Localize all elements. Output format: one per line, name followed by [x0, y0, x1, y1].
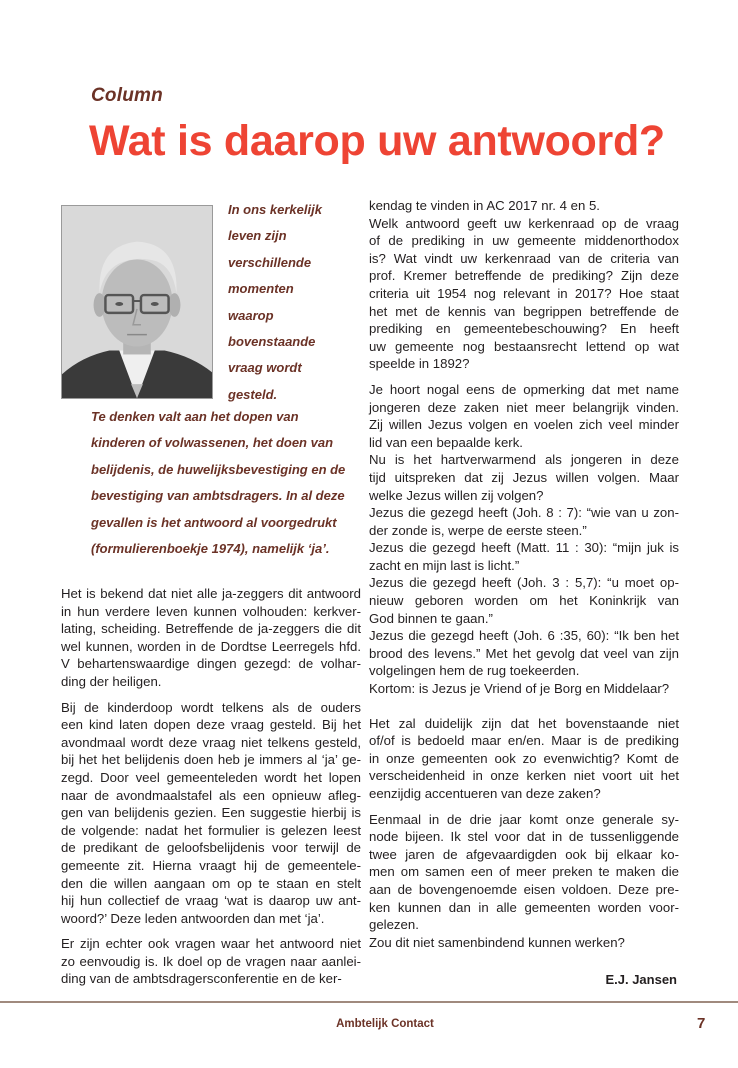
intro-line: gesteld.: [228, 386, 278, 402]
paragraph: [61, 699, 361, 928]
text-line: nieuw geboren worden om het Koninkrijk van: [369, 593, 679, 609]
text-line: het met de kennis van begrippen betreffende de: [369, 303, 679, 319]
text-line: speelde in 1892?: [369, 356, 470, 372]
intro-line: bevestiging van ambtsdragers. In al deze: [91, 488, 345, 504]
intro-line: vraag wordt: [228, 360, 302, 376]
text-line: Zou dit niet samenbindend kunnen werken?: [369, 934, 625, 950]
text-line: prediking en gemeentebeschouwing? En heeft: [369, 321, 679, 337]
text-line: naar de avondmaalstafel als een opnieuw afleg-: [61, 787, 361, 803]
text-line: of de prediking in uw gemeente middenorthodox: [369, 233, 679, 249]
intro-line: leven zijn: [228, 228, 287, 244]
column-kicker: Column: [91, 85, 163, 106]
intro-full-text: [91, 404, 361, 562]
text-line: ken kunnen dan in alle gemeenten worden voor-: [369, 899, 679, 915]
text-line: hij hun collectief de vraag ‘wat is daarop uw ant-: [61, 893, 361, 909]
text-line: V behartenswaardige dingen gezegd: de volhar-: [61, 656, 361, 672]
text-line: gemeente zit. Hierna vraagt hij de gemeentele-: [61, 857, 361, 873]
text-line: bij het het belijdenis doen heb je immers al ‘ja’ ge-: [61, 752, 361, 768]
text-line: volgelingen hem de rug toekeerden.: [369, 663, 580, 679]
text-line: Jezus die gezegd heeft (Matt. 11 : 30): “mijn juk is: [369, 540, 679, 556]
paragraph: [61, 585, 361, 691]
text-line: criteria uit 1954 nog relevant in 2017? Hoe staat: [369, 285, 679, 301]
footer-publication: Ambtelijk Contact: [336, 1018, 434, 1030]
text-line: Eenmaal in de drie jaar komt onze generale sy-: [369, 811, 679, 827]
text-line: Bij de kinderdoop wordt telkens als de ouders: [61, 699, 361, 715]
text-line: Jezus die gezegd heeft (Joh. 8 : 7): “wie van u zon-: [369, 505, 679, 521]
text-line: verscheidenheid in onze kerken niet voort uit het: [369, 768, 679, 784]
text-line: Het zal duidelijk zijn dat het bovenstaande niet: [369, 715, 679, 731]
text-line: der zonde is, werpe de eerste steen.”: [369, 522, 587, 538]
text-line: node bijeen. Ik stel voor dat in de tussenliggende: [369, 829, 679, 845]
portrait-image: [62, 206, 212, 398]
left-column: [61, 585, 361, 988]
text-line: eenzijdig accentueren van deze zaken?: [369, 786, 601, 801]
text-line: Het is bekend dat niet alle ja-zeggers dit antwoord: [61, 586, 361, 601]
text-line: de predikant de geloofsbelijdenis voor terwijl de: [61, 840, 361, 856]
text-line: lid van een bepaalde kerk.: [369, 434, 523, 450]
text-line: twee jaren de afgevaardigden ook bij elkaar ko-: [369, 846, 679, 862]
text-line: Zij willen Jezus volgen en voelen zich veel minder: [369, 417, 679, 433]
text-line: uw gemeente nog bestaansrecht lettend op wat: [369, 338, 679, 354]
text-line: aan de bovengenoemde eisen voldoen. Deze pre-: [369, 881, 679, 897]
intro-line: In ons kerkelijk: [228, 202, 322, 217]
text-line: welke Jezus willen zij volgen?: [369, 487, 544, 503]
intro-line: kinderen of volwassenen, het doen van: [91, 435, 334, 451]
text-line: in onze gemeenten ook zo evenwichtig? Komt de: [369, 750, 679, 766]
intro-line: verschillende: [228, 254, 312, 270]
text-line: avondmaal wordt deze vraag niet telkens gesteld,: [61, 734, 361, 750]
text-line: prof. Kremer betreffende de prediking? Zijn deze: [369, 268, 679, 284]
text-line: kendag te vinden in AC 2017 nr. 4 en 5.: [369, 198, 600, 213]
text-line: gelezen.: [369, 917, 419, 933]
page-number: 7: [697, 1015, 706, 1032]
text-line: woord?’ Deze leden antwoorden dan met ‘ja’.: [61, 910, 325, 926]
author-photo: [61, 205, 213, 399]
text-line: Jezus die gezegd heeft (Joh. 6 :35, 60): “Ik ben het: [369, 628, 679, 644]
text-line: zegd. Door veel gemeenteleden wordt het lopen: [61, 769, 361, 785]
intro-line: gevallen is het antwoord al voorgedrukt: [91, 514, 337, 530]
intro-line: Te denken valt aan het dopen van: [91, 409, 299, 424]
paragraph: [369, 381, 679, 698]
paragraph: [369, 715, 679, 803]
text-line: God binnen te gaan.”: [369, 610, 493, 626]
text-line: de volgende: nadat het formulier is gelezen leest: [61, 822, 361, 838]
text-line: in hun verdere leven kunnen volhouden: kerkver-: [61, 603, 361, 619]
intro-line: belijdenis, de huwelijksbevestiging en de: [91, 461, 346, 477]
text-line: Je hoort nogal eens de opmerking dat met name: [369, 381, 679, 397]
paragraph: [369, 811, 679, 952]
paragraph: [369, 197, 679, 373]
text-line: een kind laten dopen deze vraag gesteld. Bij het: [61, 717, 361, 733]
text-line: wel kunnen, worden in de Dordtse Leerregels hfd.: [61, 638, 361, 654]
text-line: brood des levens.” Met het gevolg dat veel van zijn: [369, 645, 679, 661]
text-line: Welk antwoord geeft uw kerkenraad op de vraag: [369, 215, 679, 231]
text-line: ding der heiligen.: [61, 673, 162, 689]
text-line: jongeren deze zaken niet meer belangrijk vinden.: [369, 399, 679, 415]
paragraph: [61, 935, 361, 988]
text-line: zacht en mijn last is licht.”: [369, 557, 520, 573]
text-line: Jezus die gezegd heeft (Joh. 3 : 5,7): “u moet op-: [369, 575, 679, 591]
text-line: men om samen een of meer preken te maken die: [369, 864, 679, 880]
intro-line: bovenstaande: [228, 334, 316, 350]
text-line: den die willen aangaan om op te staan en stelt: [61, 875, 361, 891]
text-line: of/of is bedoeld maar en/en. Maar is de prediking: [369, 733, 679, 749]
intro-line: waarop: [228, 307, 274, 323]
text-line: tijd uitspreken dat zij Jezus willen volgen. Maar: [369, 469, 679, 485]
page-title: Wat is daarop uw antwoord?: [89, 117, 665, 165]
intro-line: momenten: [228, 281, 294, 297]
text-line: lating, scheiding. Betreffende de ja-zeggers die dit: [61, 621, 361, 637]
text-line: is? Wat vindt uw kerkenraad van de criteria van: [369, 250, 679, 266]
text-line: ding van de ambtsdragersconferentie en de ker-: [61, 971, 342, 987]
right-column: [369, 197, 679, 951]
intro-side-text: [228, 197, 358, 408]
text-line: zo eenvoudig is. Ik doel op de vragen naar aanlei-: [61, 953, 361, 969]
intro-line: (formulierenboekje 1974), namelijk ‘ja’.: [91, 541, 330, 557]
text-line: Kortom: is Jezus je Vriend of je Borg en Middelaar?: [369, 681, 670, 697]
footer-rule: [0, 1001, 738, 1003]
text-line: Nu is het hartverwarmend als jongeren in deze: [369, 452, 679, 468]
text-line: Er zijn echter ook vragen waar het antwoord niet: [61, 936, 361, 952]
author-signature: E.J. Jansen: [605, 972, 677, 987]
text-line: gen van belijdenis gezien. Een suggestie hierbij is: [61, 805, 361, 821]
